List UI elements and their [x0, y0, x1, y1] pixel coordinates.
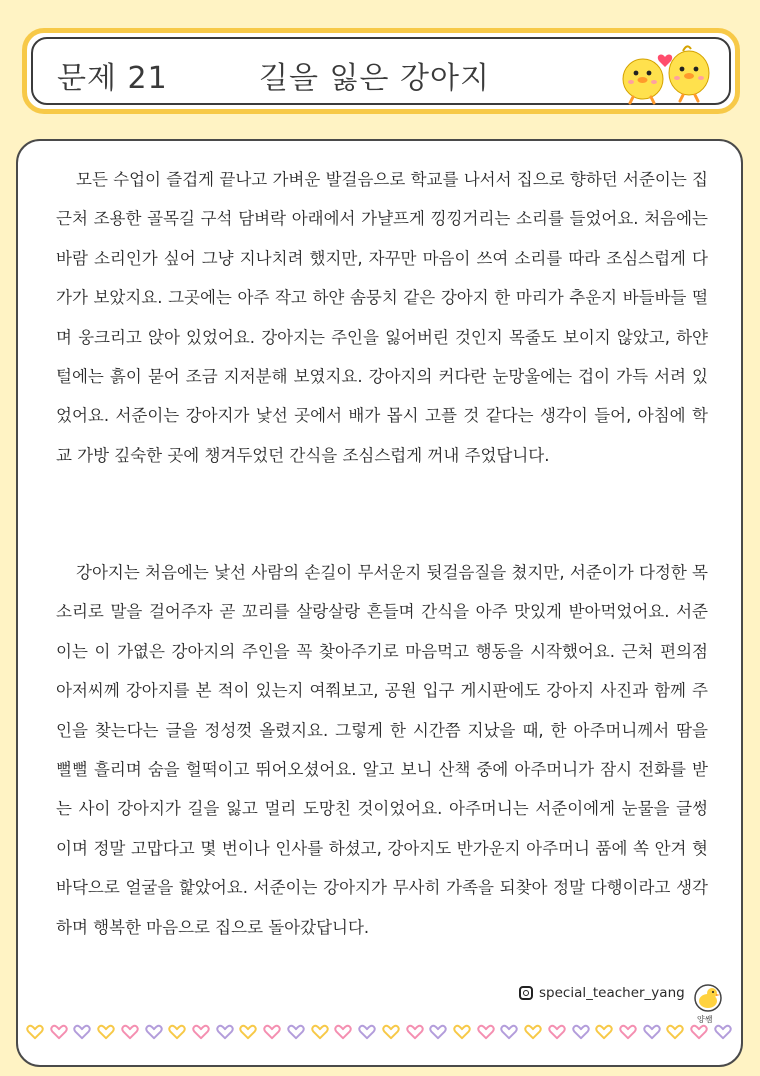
heart-icon	[263, 1024, 281, 1040]
instagram-handle: special_teacher_yang	[539, 985, 685, 1001]
heart-icon	[334, 1024, 352, 1040]
heart-icon	[500, 1024, 518, 1040]
heart-icon	[145, 1024, 163, 1040]
heart-icon	[121, 1024, 139, 1040]
heart-icon	[168, 1024, 186, 1040]
chick-mascots-icon	[613, 35, 717, 107]
heart-icon	[595, 1024, 613, 1040]
instagram-credit	[519, 985, 685, 1001]
heart-border-decoration	[26, 1018, 732, 1046]
logo-caption: 양쌤	[697, 1015, 713, 1024]
heart-icon	[477, 1024, 495, 1040]
problem-number: 문제 21	[57, 61, 168, 96]
heart-icon	[714, 1024, 732, 1040]
heart-icon	[287, 1024, 305, 1040]
heart-icon	[216, 1024, 234, 1040]
heart-icon	[690, 1024, 708, 1040]
heart-icon	[97, 1024, 115, 1040]
heart-icon	[26, 1024, 44, 1040]
story-paragraph-1: 모든 수업이 즐겁게 끝나고 가벼운 발걸음으로 학교를 나서서 집으로 향하던 서준이는 집 근처 조용한 골목길 구석 담벼락 아래에서 가냘프게 낑낑거리는 소리를 들었어요. 처음에는 바람 소리인가 싶어 그냥 지나치려 했지만, 자꾸만 마음이 쓰여 소리를 따라 조심스럽게 다가가 보았지요. 그곳에는 아주 작고 하얀 솜뭉치 같은 강아지 한 마리가 추운지 바들바들 떨며 웅크리고 앉아 있었어요. 강아지는 주인을 잃어버린 것인지 목줄도 보이지 않았고, 하얀 털에는 흙이 묻어 조금 지저분해 보였지요. 강아지의 커다란 눈망울에는 겁이 가득 서려 있었어요. 서준이는 강아지가 낯선 곳에서 배가 몹시 고플 것 같다는 생각이 들어, 아침에 학교 가방 깊숙한 곳에 챙겨두었던 간식을 조심스럽게 꺼내 주었답니다.	[56, 170, 708, 465]
heart-icon	[73, 1024, 91, 1040]
heart-icon	[524, 1024, 542, 1040]
heart-icon	[50, 1024, 68, 1040]
duck-logo-icon	[693, 982, 723, 1018]
heart-icon	[572, 1024, 590, 1040]
story-paragraph-2: 강아지는 처음에는 낯선 사람의 손길이 무서운지 뒷걸음질을 쳤지만, 서준이가 다정한 목소리로 말을 걸어주자 곧 꼬리를 살랑살랑 흔들며 간식을 아주 맛있게 받아먹었어요. 서준이는 이 가엾은 강아지의 주인을 꼭 찾아주기로 마음먹고 행동을 시작했어요. 근처 편의점 아저씨께 강아지를 본 적이 있는지 여쭤보고, 공원 입구 게시판에도 강아지 사진과 함께 주인을 찾는다는 글을 정성껏 올렸지요. 그렇게 한 시간쯤 지났을 때, 한 아주머니께서 땀을 뻘뻘 흘리며 숨을 헐떡이고 뛰어오셨어요. 알고 보니 산책 중에 아주머니가 잠시 전화를 받는 사이 강아지가 길을 잃고 멀리 도망친 것이었어요. 아주머니는 서준이에게 눈물을 글썽이며 정말 고맙다고 몇 번이나 인사를 하셨고, 강아지도 반가운지 아주머니 품에 쏙 안겨 혓바닥으로 얼굴을 핥았어요. 서준이는 강아지가 무사히 가족을 되찾아 정말 다행이라고 생각하며 행복한 마음으로 집으로 돌아갔답니다.	[56, 563, 708, 937]
heart-icon	[382, 1024, 400, 1040]
story-title: 길을 잃은 강아지	[259, 61, 490, 96]
heart-icon	[358, 1024, 376, 1040]
heart-icon	[643, 1024, 661, 1040]
heart-icon	[666, 1024, 684, 1040]
heart-icon	[311, 1024, 329, 1040]
heart-icon	[406, 1024, 424, 1040]
heart-icon	[619, 1024, 637, 1040]
heart-icon	[429, 1024, 447, 1040]
heart-icon	[548, 1024, 566, 1040]
heart-icon	[453, 1024, 471, 1040]
heart-icon	[192, 1024, 210, 1040]
heart-icon	[239, 1024, 257, 1040]
instagram-icon	[519, 986, 533, 1000]
title-banner	[22, 28, 740, 114]
